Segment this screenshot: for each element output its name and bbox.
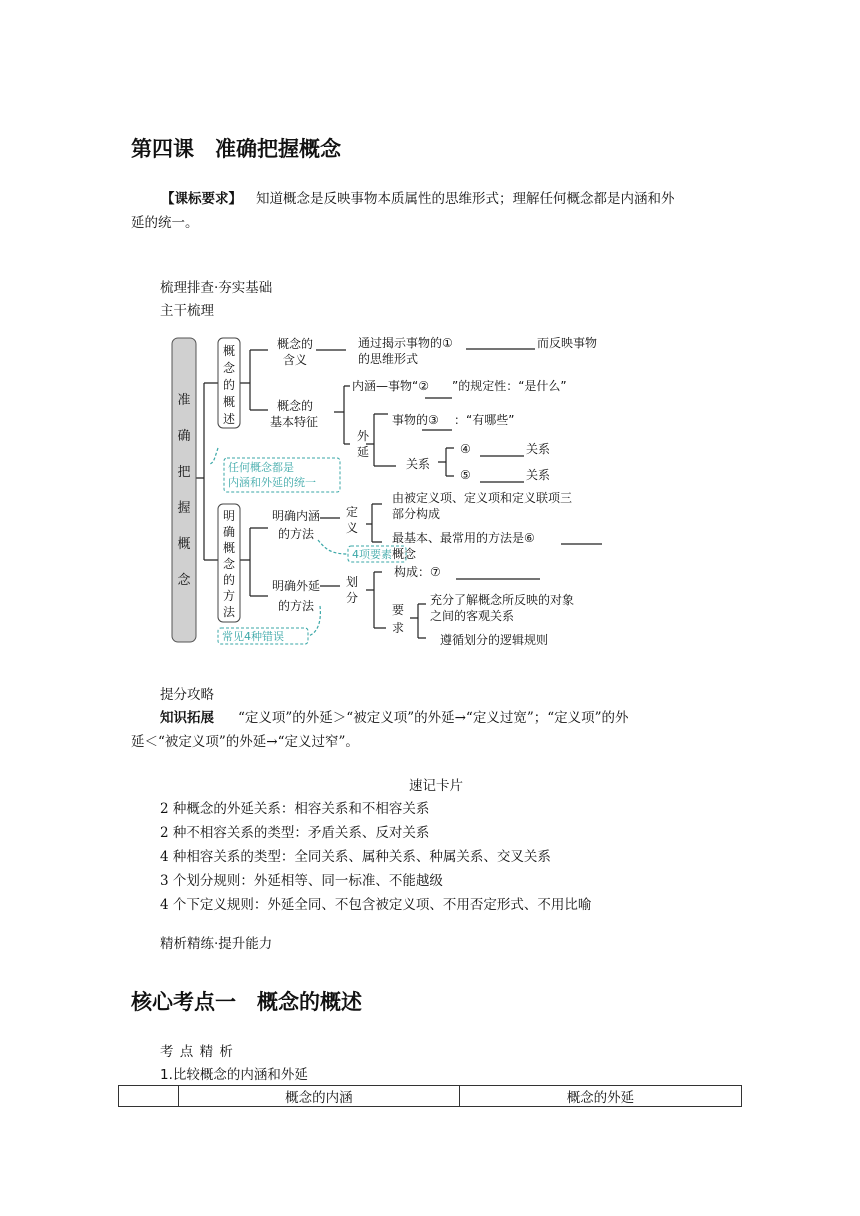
svg-text:念: 念 (177, 573, 191, 588)
svg-text:念: 念 (222, 361, 236, 375)
node-rel4-label: 关系 (526, 442, 551, 456)
node-concept-meaning (277, 336, 313, 367)
core-topic-title: 核心考点一 概念的概述 (131, 989, 362, 1014)
svg-text:把: 把 (177, 465, 191, 480)
svg-text:确: 确 (177, 429, 191, 444)
cards-list (160, 797, 591, 917)
node-req-item2: 遵循划分的逻辑规则 (440, 633, 549, 647)
svg-text:的方法: 的方法 (278, 527, 315, 541)
card-item: 2 种概念的外延关系：相容关系和不相容关系 (160, 801, 430, 817)
node-clarify-connotation (272, 508, 320, 541)
svg-text:的: 的 (222, 378, 236, 392)
svg-text:概念的: 概念的 (277, 399, 314, 413)
svg-text:准: 准 (177, 393, 191, 408)
svg-text:概: 概 (222, 344, 236, 358)
section-review: 梳理排查·夯实基础 (160, 280, 273, 296)
svg-text:确: 确 (222, 525, 236, 539)
node-division (346, 574, 358, 605)
branch-clarify-methods-label (223, 509, 236, 619)
svg-text:概: 概 (222, 395, 236, 409)
svg-text:分: 分 (346, 591, 359, 605)
node-req-item1 (430, 592, 574, 623)
node-meaning-text (358, 335, 597, 366)
note-four-elements: 4项要素 (352, 548, 392, 561)
svg-text:法: 法 (222, 605, 236, 619)
node-ext-item-a: 事物的③ (392, 413, 439, 427)
svg-text:含义: 含义 (283, 353, 308, 367)
card-item: 4 种相容关系的类型：全同关系、属种关系、种属关系、交叉关系 (160, 849, 551, 865)
node-def-item2 (392, 530, 535, 561)
lesson-title: 第四课 准确把握概念 (131, 136, 341, 161)
branch-concept-overview-label (223, 343, 236, 426)
node-def-item1 (392, 490, 572, 521)
svg-text:述: 述 (222, 412, 236, 426)
svg-text:方: 方 (222, 589, 236, 603)
svg-text:最基本、最常用的方法是⑥: 最基本、最常用的方法是⑥ (392, 531, 535, 545)
svg-text:划: 划 (346, 575, 359, 589)
svg-text:明: 明 (222, 509, 236, 523)
compare-table (118, 1085, 742, 1107)
note-unity-line2: 内涵和外延的统一 (228, 476, 316, 489)
svg-text:的方法: 的方法 (278, 599, 315, 613)
table-header-row (119, 1086, 742, 1107)
knowledge-label: 知识拓展 (160, 710, 214, 726)
svg-text:概: 概 (222, 541, 236, 555)
svg-text:由被定义项、定义项和定义联项三: 由被定义项、定义项和定义联项三 (392, 491, 573, 505)
svg-text:明确内涵: 明确内涵 (272, 509, 321, 523)
node-requirement (392, 603, 404, 635)
card-item: 3 个划分规则：外延相等、同一标准、不能越级 (160, 873, 443, 889)
svg-text:求: 求 (392, 621, 405, 635)
node-clarify-extension (272, 579, 320, 613)
cards-title: 速记卡片 (409, 778, 463, 794)
node-rel4-num: ④ (460, 442, 471, 456)
requirement-label: 【课标要求】 (161, 191, 242, 207)
svg-text:明确外延: 明确外延 (272, 579, 321, 593)
svg-text:基本特征: 基本特征 (270, 415, 319, 429)
node-composition: 构成：⑦ (394, 565, 441, 579)
svg-text:义: 义 (346, 521, 359, 535)
svg-text:概念: 概念 (392, 547, 417, 561)
table-header-blank (119, 1086, 179, 1107)
node-rel5-num: ⑤ (460, 468, 471, 482)
compare-title: 1.比较概念的内涵和外延 (160, 1067, 308, 1083)
node-rel5-label: 关系 (526, 468, 551, 482)
mindmap (160, 328, 620, 650)
knowledge-extension (131, 706, 741, 754)
svg-text:要: 要 (392, 603, 405, 617)
svg-text:概: 概 (177, 537, 191, 552)
section-tips: 提分攻略 (160, 687, 214, 703)
svg-text:延: 延 (357, 445, 370, 459)
node-ext-item-b: ：“有哪些” (454, 413, 515, 427)
svg-text:定: 定 (346, 505, 359, 519)
svg-text:充分了解概念所反映的对象: 充分了解概念所反映的对象 (430, 593, 575, 607)
svg-text:握: 握 (177, 501, 191, 516)
svg-text:之间的客观关系: 之间的客观关系 (430, 609, 515, 623)
note-four-errors: 常见4种错误 (222, 630, 284, 643)
card-item: 4 个下定义规则：外延全同、不包含被定义项、不用否定形式、不用比喻 (160, 897, 592, 913)
node-basic-features (270, 398, 318, 429)
node-connotation-a: 内涵—事物“② (352, 379, 429, 393)
curriculum-requirement (131, 187, 741, 235)
requirement-line1: 知道概念是反映事物本质属性的思维形式；理解任何概念都是内涵和外 (256, 191, 675, 207)
analysis-label: 考 点 精 析 (160, 1044, 234, 1060)
requirement-line2: 延的统一。 (131, 215, 199, 231)
svg-text:的: 的 (222, 573, 236, 587)
svg-text:外: 外 (357, 429, 370, 443)
subsection-main: 主干梳理 (160, 303, 214, 319)
svg-text:念: 念 (222, 557, 236, 571)
svg-text:的思维形式: 的思维形式 (358, 352, 419, 366)
mindmap-root-box (172, 338, 196, 642)
svg-text:而反映事物: 而反映事物 (537, 336, 598, 350)
svg-text:部分构成: 部分构成 (392, 507, 441, 521)
section-practice: 精析精练·提升能力 (160, 936, 273, 952)
table-header-connotation: 概念的内涵 (178, 1086, 459, 1107)
svg-text:概念的: 概念的 (277, 337, 314, 351)
node-relation: 关系 (406, 457, 431, 471)
note-unity-line1: 任何概念都是 (228, 461, 294, 474)
knowledge-line2: 延＜“被定义项”的外延→“定义过窄”。 (131, 734, 359, 750)
card-item: 2 种不相容关系的类型：矛盾关系、反对关系 (160, 825, 430, 841)
node-definition (346, 505, 358, 535)
svg-text:通过揭示事物的①: 通过揭示事物的① (358, 336, 453, 350)
node-connotation-b: ”的规定性：“是什么” (452, 379, 567, 393)
knowledge-line1: “定义项”的外延＞“被定义项”的外延→“定义过宽”；“定义项”的外 (238, 710, 629, 726)
table-header-extension: 概念的外延 (459, 1086, 741, 1107)
